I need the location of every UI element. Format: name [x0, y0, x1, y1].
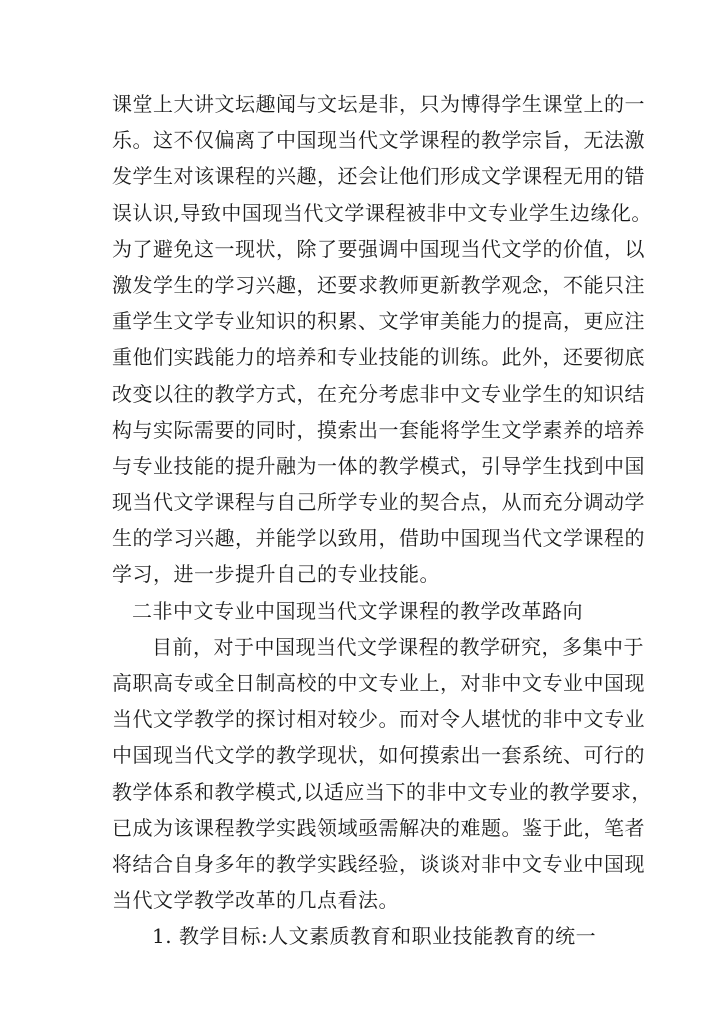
text-line: 高职高专或全日制高校的中文专业上，对非中文专业中国现 [112, 671, 645, 695]
text-line: 发学生对该课程的兴趣，还会让他们形成文学课程无用的错 [112, 164, 645, 189]
text-line: 误认识,导致中国现当代文学课程被非中文专业学生边缘化。 [112, 200, 652, 225]
text-line: 生的学习兴趣，并能学以致用，借助中国现当代文学课程的 [112, 526, 645, 551]
text-line: 与专业技能的提升融为一体的教学模式，引导学生找到中国 [112, 453, 645, 478]
text-line: 目前，对于中国现当代文学课程的教学研究，多集中于 [152, 634, 644, 659]
text-line: 现当代文学课程与自己所学专业的契合点，从而充分调动学 [112, 490, 645, 515]
text-line: 学习，进一步提升自己的专业技能。 [112, 562, 440, 587]
text-line: 构与实际需要的同时，摸索出一套能将学生文学素养的培养 [112, 417, 645, 442]
text-line: 改变以往的教学方式，在充分考虑非中文专业学生的知识结 [112, 381, 645, 406]
text-line: 乐。这不仅偏离了中国现当代文学课程的教学宗旨，无法激 [112, 128, 645, 153]
text-line: 教学体系和教学模式,以适应当下的非中文专业的教学要求， [112, 779, 652, 804]
section-heading: 二非中文专业中国现当代文学课程的教学改革路向 [132, 598, 583, 623]
text-line: 已成为该课程教学实践领域亟需解决的难题。鉴于此，笔者 [112, 815, 645, 840]
text-line: 当代文学教学改革的几点看法。 [112, 888, 399, 913]
text-line: 当代文学教学的探讨相对较少。而对令人堪忧的非中文专业 [112, 707, 645, 732]
text-line: 将结合自身多年的教学实践经验，谈谈对非中文专业中国现 [112, 851, 645, 876]
text-line: 重学生文学专业知识的积累、文学审美能力的提高，更应注 [112, 309, 645, 334]
text-line: 为了避免这一现状，除了要强调中国现当代文学的价值，以 [112, 236, 645, 261]
text-line: 激发学生的学习兴趣，还要求教师更新教学观念，不能只注 [112, 272, 645, 297]
text-line: 中国现当代文学的教学现状，如何摸索出一套系统、可行的 [112, 743, 645, 768]
text-line: 重他们实践能力的培养和专业技能的训练。此外，还要彻底 [112, 345, 645, 370]
subsection-heading: 1. 教学目标:人文素质教育和职业技能教育的统一 [152, 924, 597, 949]
text-line: 课堂上大讲文坛趣闻与文坛是非，只为博得学生课堂上的一 [112, 92, 645, 116]
body-text [112, 86, 652, 955]
